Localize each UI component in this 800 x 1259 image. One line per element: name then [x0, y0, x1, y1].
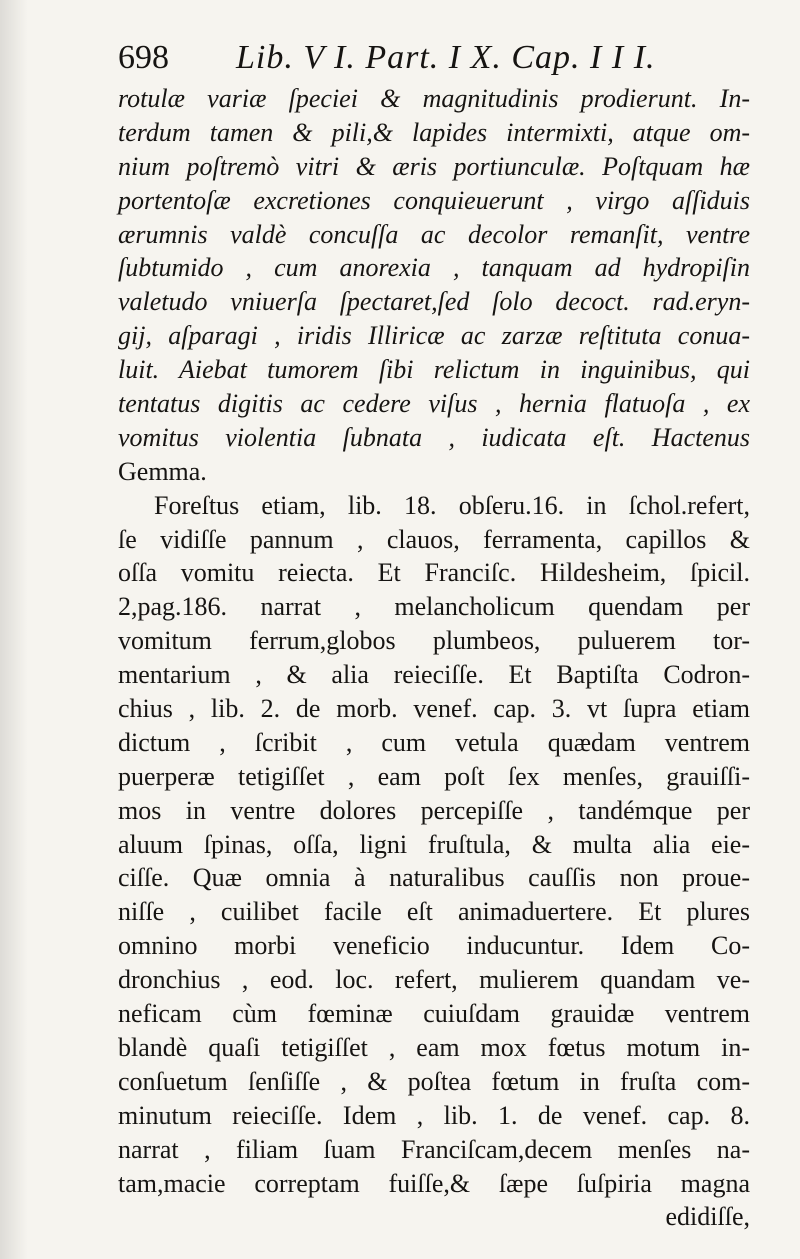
text-line: 2,pag.186. narrat , melancholicum quendam per — [118, 592, 750, 622]
text-line: tentatus digitis ac cedere viſus , hernia flatuoſa , ex — [118, 389, 750, 419]
text-line: rotulæ variæ ſpeciei & magnitudinis prodierunt. In- — [118, 84, 750, 113]
page-header — [118, 34, 758, 82]
text-line: ſubtumido , cum anorexia , tanquam ad hydropiſin — [118, 253, 750, 283]
body-text — [118, 82, 750, 1234]
text-line: terdum tamen & pili,& lapides intermixti, atque om- — [118, 117, 750, 147]
text-line: omnino morbi veneficio inducuntur. Idem Co- — [118, 931, 750, 961]
text-line: neficam cùm fœminæ cuiuſdam grauidæ ventrem — [118, 999, 750, 1029]
text-line: dronchius , eod. loc. refert, mulierem quandam ve- — [118, 965, 750, 995]
text-line: chius , lib. 2. de morb. venef. cap. 3. vt ſupra etiam — [118, 694, 750, 724]
text-line: Gemma. — [118, 456, 207, 486]
text-line: tam,macie correptam fuiſſe,& ſæpe ſuſpiria magna — [118, 1168, 750, 1198]
text-line: ærumnis valdè concuſſa ac decolor remanſit, ventre — [118, 219, 750, 249]
text-line: nium poſtremò vitri & æris portiunculæ. Poſtquam hæ — [118, 151, 750, 181]
text-line: mos in ventre dolores percepiſſe , tandémque per — [118, 795, 750, 825]
text-line: blandè quaſi tetigiſſet , eam mox fœtus motum in- — [118, 1032, 750, 1062]
page-gutter-shadow — [0, 0, 28, 1259]
running-title: Lib. V I. Part. I X. Cap. I I I. — [236, 39, 656, 76]
text-line: luit. Aiebat tumorem ſibi relictum in inguinibus, qui — [118, 355, 750, 385]
text-line: aluum ſpinas, oſſa, ligni fruſtula, & multa alia eie- — [118, 829, 750, 859]
text-line: portentoſæ excretiones conquieuerunt , virgo aſſiduis — [118, 185, 750, 215]
text-line: minutum reieciſſe. Idem , lib. 1. de venef. cap. 8. — [118, 1100, 750, 1130]
text-line: narrat , filiam ſuam Franciſcam,decem menſes na- — [118, 1134, 750, 1164]
text-line: valetudo vniuerſa ſpectaret,ſed ſolo decoct. rad.eryn- — [118, 287, 750, 317]
text-line: puerperæ tetigiſſet , eam poſt ſex menſes, grauiſſi- — [118, 761, 750, 791]
text-line: conſuetum ſenſiſſe , & poſtea fœtum in fruſta com- — [118, 1066, 750, 1096]
text-line: mentarium , & alia reieciſſe. Et Baptiſta Codron- — [118, 660, 750, 690]
text-line: oſſa vomitu reiecta. Et Franciſc. Hildesheim, ſpicil. — [118, 558, 750, 588]
text-line: niſſe , cuilibet facile eſt animaduertere. Et plures — [118, 897, 750, 927]
text-line: dictum , ſcribit , cum vetula quædam ventrem — [118, 727, 750, 757]
text-line: ciſſe. Quæ omnia à naturalibus cauſſis non proue- — [118, 863, 750, 893]
paragraph-start-line: Foreſtus etiam, lib. 18. obſeru.16. in ſchol.refert, — [154, 490, 750, 520]
text-line: ſe vidiſſe pannum , clauos, ferramenta, capillos & — [118, 524, 750, 554]
text-line: vomitum ferrum,globos plumbeos, puluerem tor- — [118, 626, 750, 656]
page-number: 698 — [118, 39, 169, 76]
text-line: gij, aſparagi , iridis Illiricæ ac zarzæ reſtituta conua- — [118, 321, 750, 351]
catchword-line: edidiſſe, — [665, 1202, 750, 1232]
text-line: vomitus violentia ſubnata , iudicata eſt. Hactenus — [118, 422, 750, 452]
